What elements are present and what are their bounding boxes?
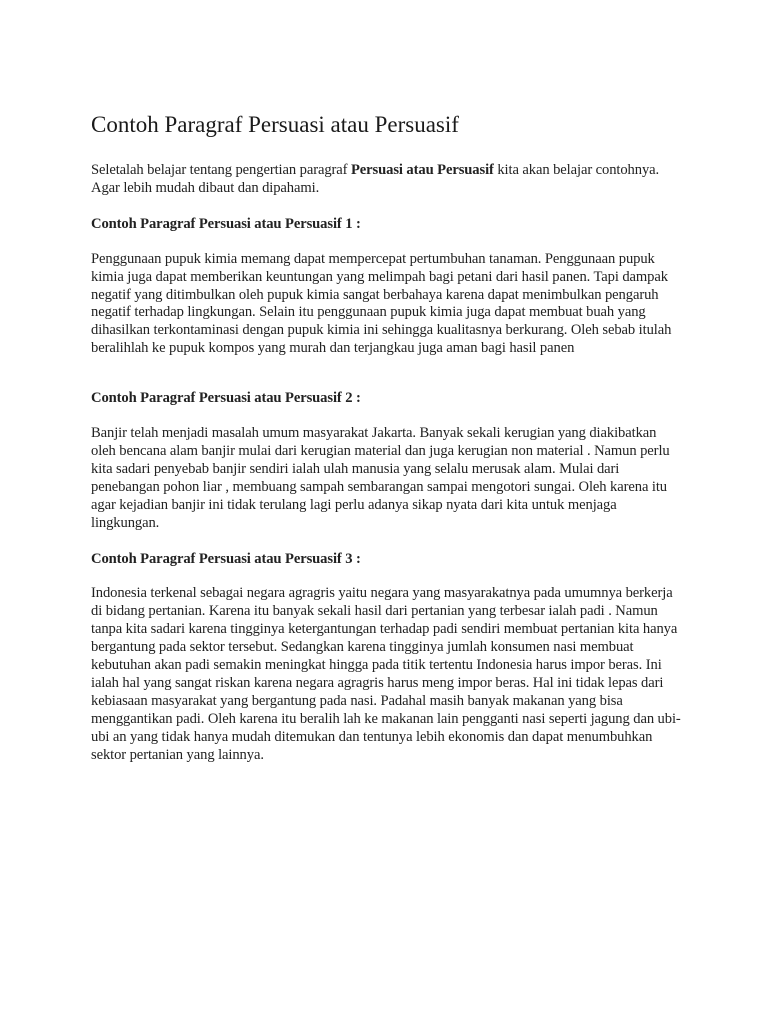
intro-paragraph xyxy=(91,162,681,198)
intro-text-bold: Persuasi atau Persuasif xyxy=(350,162,494,178)
intro-text-after: kita akan belajar contohnya. Agar lebih mudah dibaut dan dipahami. xyxy=(91,162,660,196)
page-title: Contoh Paragraf Persuasi atau Persuasif xyxy=(91,112,459,137)
section-1-heading: Contoh Paragraf Persuasi atau Persuasif 1 : xyxy=(91,215,361,232)
section-3-heading: Contoh Paragraf Persuasi atau Persuasif 3 : xyxy=(91,550,361,567)
intro-text-before: Seletalah belajar tentang pengertian paragraf xyxy=(91,162,351,178)
section-2-heading: Contoh Paragraf Persuasi atau Persuasif 2 : xyxy=(91,390,361,407)
section-3-body: Indonesia terkenal sebagai negara agragris yaitu negara yang masyarakatnya pada umumnya berkerja di bidang pertanian. Karena itu banyak sekali hasil dari pertanian yang terbesar ialah padi . Namun tanpa kita sadari karena tingginya ketergantungan terhadap padi sendiri membuat pertanian kita hanya bergantung pada sektor tersebut. Sedangkan karena tingginya jumlah konsumen nasi membuat kebutuhan akan padi semakin meningkat hingga pada titik tertentu Indonesia harus impor beras. Ini ialah hal yang sangat riskan karena negara agragris harus meng impor beras. Hal ini tidak lepas dari kebiasaan masyarakat yang bergantung pada nasi. Padahal masih banyak makanan yang bisa menggantikan padi. Oleh karena itu beralih lah ke makanan lain pengganti nasi seperti jagung dan ubi-ubi an yang tidak hanya mudah ditemukan dan tentunya lebih ekonomis dan dapat menumbuhkan sektor pertanian yang lainnya. xyxy=(91,585,681,763)
section-1-body: Penggunaan pupuk kimia memang dapat mempercepat pertumbuhan tanaman. Penggunaan pupuk kimia juga dapat memberikan keuntungan yang melimpah bagi petani dari hasil panen. Tapi dampak negatif yang ditimbulkan oleh pupuk kimia sangat berbahaya karena dapat menimbulkan pengaruh negatif terhadap lingkungan. Selain itu penggunaan pupuk kimia juga dapat membuat buah yang dihasilkan terkontaminasi dengan pupuk kimia ini sehingga kualitasnya berkurang. Oleh sebab itulah beralihlah ke pupuk kompos yang murah dan terjangkau juga aman bagi hasil panen xyxy=(91,250,672,357)
section-2-body: Banjir telah menjadi masalah umum masyarakat Jakarta. Banyak sekali kerugian yang diakibatkan oleh bencana alam banjir mulai dari kerugian material dan juga kerugian non material . Namun perlu kita sadari penyebab banjir sendiri ialah ulah manusia yang selalu merusak alam. Mulai dari penebangan pohon liar , membuang sampah sembarangan sampai mengotori sungai. Oleh karena itu agar kejadian banjir ini tidak terulang lagi perlu adanya sikap nyata dari kita untuk menjaga lingkungan. xyxy=(91,425,670,531)
document-page xyxy=(91,110,681,764)
